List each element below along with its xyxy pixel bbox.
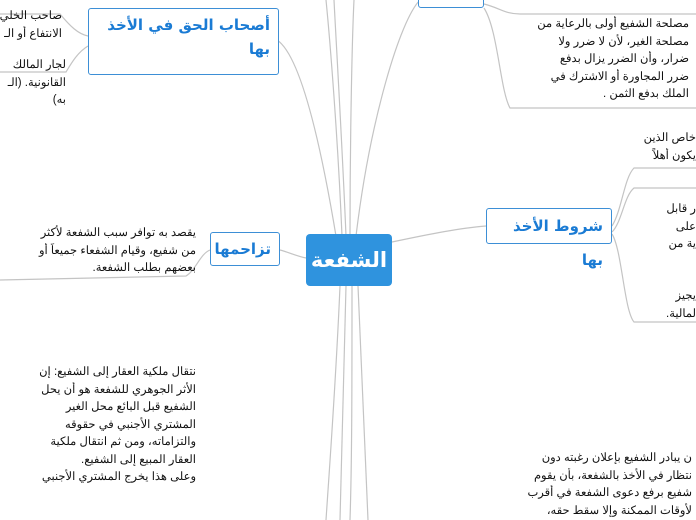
conditions-text-a: ر قابل على ية من — [666, 203, 696, 250]
link-to-holders — [277, 40, 336, 236]
link-to-top-right — [356, 0, 420, 236]
effect-text: نتقال ملكية العقار إلى الشفيع: إن الأثر الجوهري للشفعة هو أن يحل الشفيع قبل البائع محل الغير المشتري الأجنبي في حقوقه والتزاماته، ومن ثم انتقال ملكية العقار المبيع إلى الشفيع. وعلى هذا يخرج المشتري الأجنبي — [39, 366, 196, 483]
holders-text-a: صاحب الخلي الانتفاع أو الـ — [0, 10, 62, 40]
branch-top-right-partial[interactable] — [418, 0, 484, 8]
link-to-conflict — [280, 250, 306, 258]
branch-holders-line-2: بها — [248, 40, 270, 58]
central-topic[interactable]: الشفعة — [306, 234, 392, 286]
branch-conditions[interactable] — [486, 208, 612, 269]
timing-text: ن يبادر الشفيع بإعلان رغبته دون نتظار في الأخذ بالشفعة، بأن يقوم شفيع برفع دعوى الشفعة في أقرب لأوقات الممكنة وإلا سقط حقه، — [527, 452, 692, 517]
preference-text: مصلحة الشفيع أولى بالرعاية من مصلحة الغير، لأن لا ضرر ولا ضرار، وأن الضرر يزال بدفع ضرر المجاورة أو الاشترك في الملك بدفع الثمن . — [537, 18, 689, 100]
link-to-conditions — [392, 226, 486, 242]
branch-holders[interactable] — [88, 8, 279, 75]
conditions-text-b: يجيز لمالية. — [666, 290, 696, 320]
persons-text: خاص الذين يكون أهلاً — [643, 132, 696, 162]
branch-holders-line-1: أصحاب الحق في الأخذ — [107, 16, 270, 34]
branch-conflict[interactable] — [210, 232, 280, 266]
link-to-top — [326, 0, 342, 236]
link-to-bottom — [326, 286, 340, 520]
link-to-top-3 — [350, 0, 354, 236]
link-to-bottom-2 — [340, 286, 346, 520]
link-to-bottom-right — [358, 286, 368, 520]
conflict-description: يقصد به توافر سبب الشفعة لأكثر من شفيع، وقيام الشفعاء جميعاً أو بعضهم بطلب الشفعة. — [38, 227, 196, 274]
link-top-right-b — [484, 4, 696, 14]
holders-text-b: لجار المالك القانونية. (الـ به) — [7, 59, 66, 106]
branch-conflict-label: تزاحمها — [214, 240, 271, 258]
branch-conditions-label: شروط الأخذ بها — [513, 217, 603, 269]
link-to-bottom-3 — [350, 286, 352, 520]
